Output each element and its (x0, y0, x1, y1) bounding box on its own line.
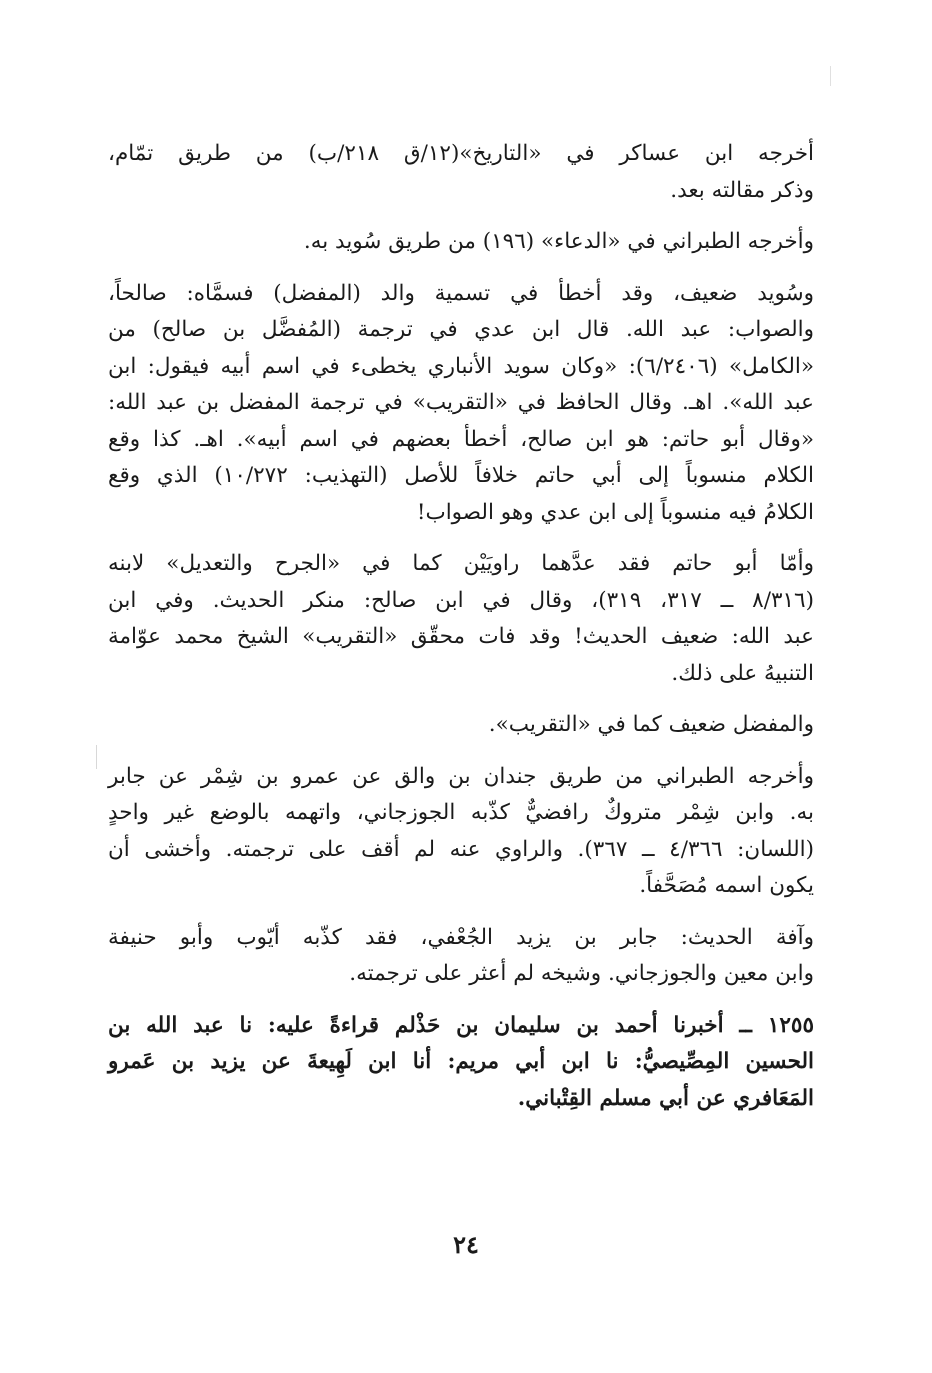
text-line: وأخرجه الطبراني في «الدعاء» (١٩٦) من طريق سُويد به. (303, 229, 814, 254)
text-line: وسُويد ضعيف، وقد أخطأ في تسمية والد (المفضل) فسمَّاه: صالحاً، (108, 280, 814, 306)
text-line: الكلام منسوباً إلى أبي حاتم خلافاً للأصل (التهذيب: ١٠/٢٧٢) الذي وقع (108, 463, 814, 488)
paragraph-1 (108, 136, 814, 209)
text-line: المَعَافري عن أبي مسلم القِتْباني. (517, 1085, 814, 1111)
text-line: وأمّا أبو حاتم فقد عدَّهما راويَيْن كما في «الجرح والتعديل» لابنه (108, 551, 814, 576)
text-line: والمفضل ضعيف كما في «التقريب». (488, 712, 814, 737)
text-line: «الكامل» (٦/٢٤٠٦): «وكان سويد الأنباري يخطىء في اسم أبيه فيقول: ابن (108, 353, 814, 379)
paragraph-3 (108, 276, 814, 532)
text-line: (اللسان: ٤/٣٦٦ ــ ٣٦٧). والراوي عنه لم أقف على ترجمته. وأخشى أن (108, 836, 814, 862)
page-number: ٢٤ (453, 1230, 479, 1259)
scan-mark-top (830, 66, 831, 86)
text-line: عبد الله: ضعيف الحديث! وقد فات محقّق «التقريب» الشيخ محمد عوّامة (108, 624, 814, 649)
paragraph-4 (108, 546, 814, 692)
text-line: يكون اسمه مُصَحَّفاً. (639, 873, 814, 898)
hadith-1255 (108, 1008, 814, 1118)
text-line: التنبيهُ على ذلك. (671, 660, 814, 686)
paragraph-7 (108, 920, 814, 993)
text-line: الحسين المِصِّيصيُّ: نا ابن أبي مريم: أنا ابن لَهِيعةَ عن يزيد بن عَمرو (108, 1049, 814, 1074)
text-line: «وقال أبو حاتم: هو ابن صالح، أخطأ بعضهم في اسم أبيه». اهـ. كذا وقع (108, 426, 814, 452)
text-line: وذكر مقالته بعد. (670, 177, 814, 203)
text-line: وابن معين والجوزجاني. وشيخه لم أعثر على ترجمته. (349, 961, 814, 986)
text-line: والصواب: عبد الله. قال ابن عدي في ترجمة (المُفضَّل بن صالح) من (108, 317, 814, 342)
text-line: وآفة الحديث: جابر بن يزيد الجُعْفي، فقد كذّبه أيّوب وأبو حنيفة (108, 924, 814, 950)
scan-mark-margin (96, 745, 97, 769)
paragraph-2 (108, 224, 814, 261)
text-line: الكلامُ فيه منسوباً إلى ابن عدي وهو الصواب! (416, 499, 814, 525)
text-line: به. وابن شِمْر متروكٌ رافضيٌّ كذّبه الجوزجاني، واتهمه بالوضع غير واحدٍ (108, 800, 814, 825)
paragraph-6 (108, 759, 814, 905)
text-line: ١٢٥٥ ــ أخبرنا أحمد بن سليمان بن حَذْلم قراءةً عليه: نا عبد الله بن (108, 1012, 814, 1038)
text-line: أخرجه ابن عساكر في «التاريخ»(١٢/ق ٢١٨/ب) من طريق تمّام، (108, 141, 814, 166)
text-line: عبد الله». اهـ. وقال الحافظ في «التقريب» في ترجمة المفضل بن عبد الله: (108, 390, 814, 415)
text-line: (٨/٣١٦ ــ ٣١٧، ٣١٩)، وقال في ابن صالح: منكر الحديث. وفي ابن (108, 587, 814, 613)
text-line: وأخرجه الطبراني من طريق جندان بن والق عن عمرو بن شِمْر عن جابر (108, 763, 814, 789)
paragraph-5 (108, 707, 814, 744)
page-body (108, 136, 814, 1132)
